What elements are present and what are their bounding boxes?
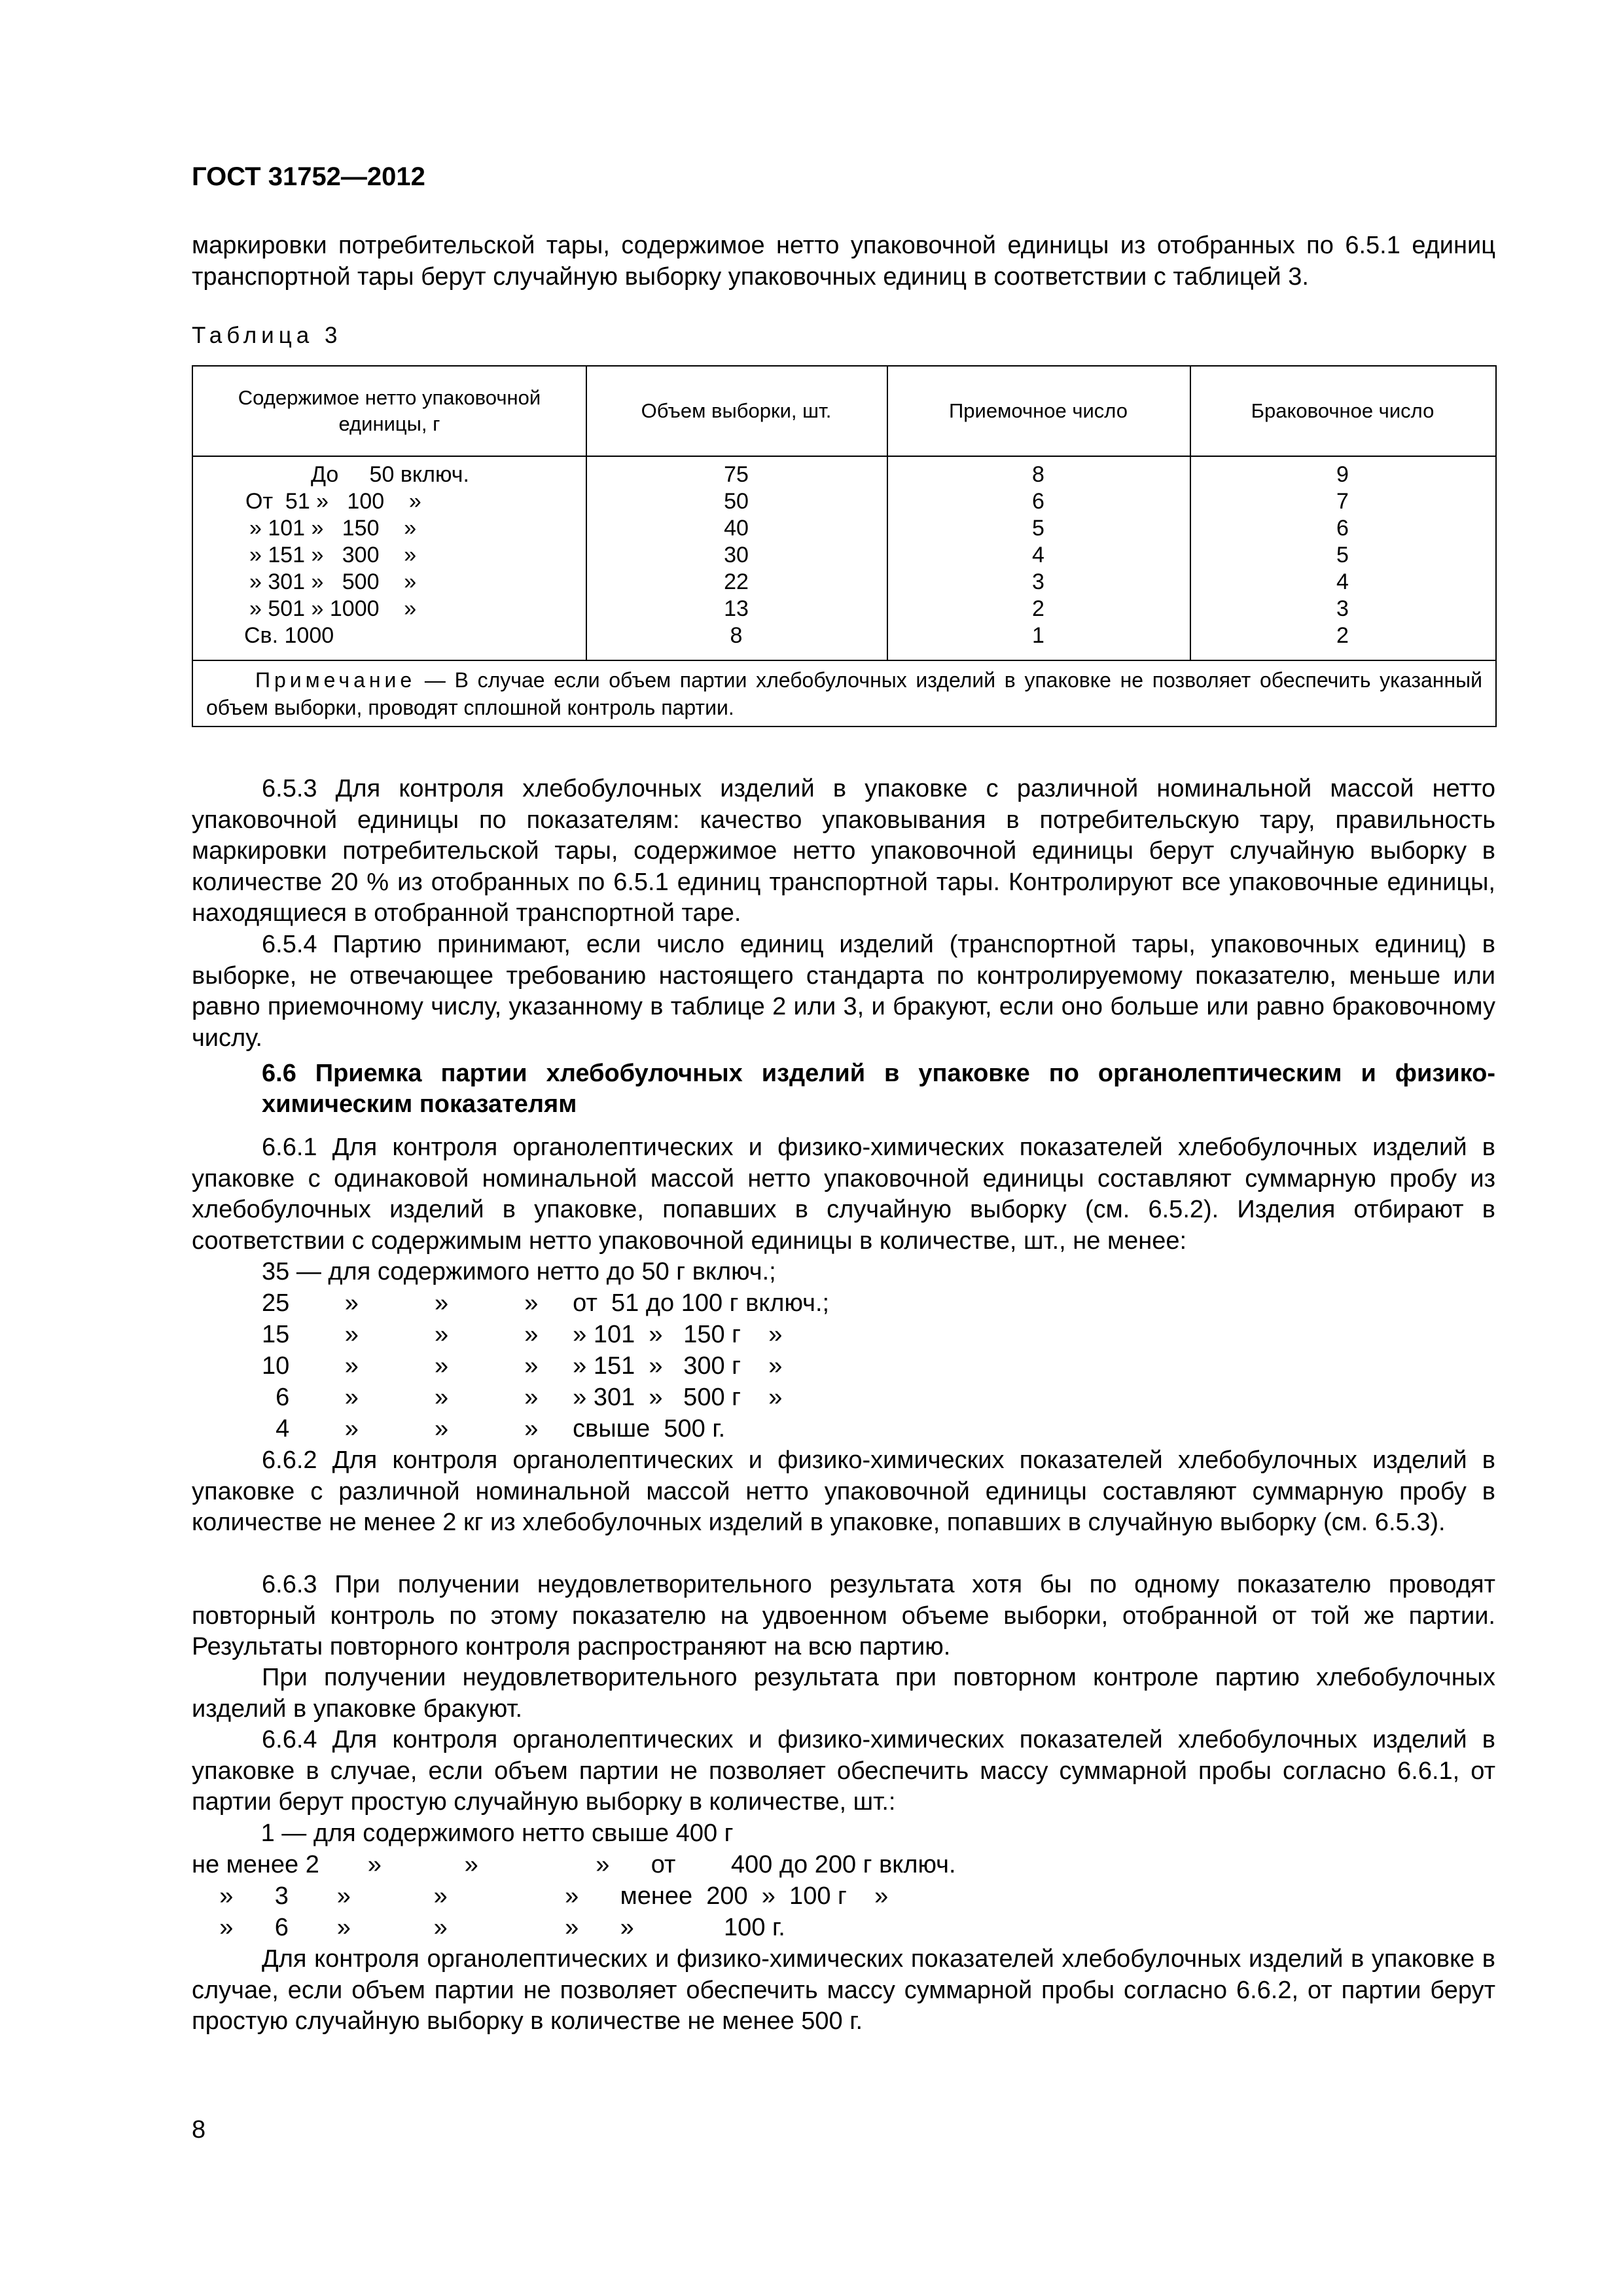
table-header-acceptance: Приемочное число [949,399,1128,422]
paragraph-6-6-3: 6.6.3 При получении неудовлетворительного результата хотя бы по одному показателю проводят повторный контроль по этому показателю на удвоенном объеме выборки, отобранной от той же партии. Результаты повторного контроля распространяют на всю партию. [192,1571,1495,1660]
paragraph-6-6-4-continued: Для контроля органолептических и физико-химических показателей хлебобулочных изделий в упаковке в случае, если объем партии не позволяет обеспечить массу суммарной пробы согласно 6.6.2, от партии берут простую случайную выборку в количестве не менее 500 г. [192,1945,1495,2035]
table-cell: 3 [1032,569,1044,594]
table-cell: До 50 включ. [311,462,469,487]
table-header-sample-size: Объем выборки, шт. [641,399,832,422]
intro-paragraph: маркировки потребительской тары, содержимое нетто упаковочной единицы из отобранных по 6.5.1 единиц транспортной тары берут случайную выборку упаковочных единиц в соответствии с таблицей 3. [192,232,1495,291]
table-cell: 5 [1336,543,1349,567]
table-cell: 3 [1336,596,1349,621]
paragraph-6-5-3: 6.5.3 Для контроля хлебобулочных изделий в упаковке с различной номинальной массой нетто упаковочной единицы по показателям: качество упаковывания в потребительскую тару, правильность маркировки потребительской тары, содержимое нетто упаковочной единицы берут случайную выборку в количестве 20 % из отобранных по 6.5.1 единиц транспортной тары. Контролируют все упаковочные единицы, находящиеся в отобранной транспортной таре. [192,775,1495,927]
table-cell: 6 [1336,516,1349,541]
paragraph-6-6-1: 6.6.1 Для контроля органолептических и физико-химических показателей хлебобулочных изделий в упаковке с одинаковой номинальной массой нетто упаковочной единицы составляют суммарную пробу из хлебобулочных изделий в упаковке, попавших в случайную выборку (см. 6.5.2). Изделия отбирают в соответствии с содержимым нетто упаковочной единицы в количестве, шт., не менее: [192,1134,1495,1255]
paragraph-6-6-3-continued: При получении неудовлетворительного результата при повторном контроле партию хлебобулочных изделий в упаковке бракуют. [192,1664,1495,1723]
table-cell: » 501 » 1000 » [249,596,417,621]
table-divider [193,456,1495,457]
table-column-acceptance [887,461,1190,649]
table-note-text: — В случае если объем партии хлебобулочных изделий в упаковке не позволяет обеспечить указанный объем выборки, проводят сплошной контроль партии. [206,668,1482,719]
table-cell: 13 [724,596,749,621]
table-cell: 2 [1336,623,1349,648]
table-cell: 9 [1336,462,1349,487]
list-item: » 6 » » » » 100 г. [192,1914,785,1941]
table-cell: 22 [724,569,749,594]
table-cell: 4 [1032,543,1044,567]
list-item: 6 » » » » 301 » 500 г » [262,1384,783,1411]
list-item: не менее 2 » » » от 400 до 200 г включ. [192,1851,956,1878]
table-cell: 8 [730,623,743,648]
list-item: 35 — для содержимого нетто до 50 г включ.; [262,1258,776,1285]
table-divider [193,660,1495,661]
table-cell: От 51 » 100 » [245,489,421,514]
page-number: 8 [192,2116,206,2144]
table-cell: » 151 » 300 » [249,543,417,567]
table-cell: 50 [724,489,749,514]
list-item: 4 » » » свыше 500 г. [262,1415,726,1443]
table-header-content: Содержимое нетто упаковочной единицы, г [238,386,541,435]
paragraph-6-6-4: 6.6.4 Для контроля органолептических и физико-химических показателей хлебобулочных изделий в упаковке в случае, если объем партии не позволяет обеспечить массу суммарной пробы согласно 6.6.1, от партии берут простую случайную выборку в количестве, шт.: [192,1726,1495,1816]
table-cell: 6 [1032,489,1044,514]
table-cell: 4 [1336,569,1349,594]
table-cell: » 101 » 150 » [249,516,417,541]
table-cell: 2 [1032,596,1044,621]
list-item: 1 — для содержимого нетто свыше 400 г [192,1820,734,1847]
table-cell: Св. 1000 [244,623,334,648]
standard-header: ГОСТ 31752—2012 [192,162,425,191]
table-column-sample-size [586,461,887,649]
table-cell: 75 [724,462,749,487]
table-cell: 5 [1032,516,1044,541]
paragraph-6-5-4: 6.5.4 Партию принимают, если число единиц изделий (транспортной тары, упаковочных единиц) в выборке, не отвечающее требованию настоящего стандарта по контролируемому показателю, меньше или равно приемочному числу, указанному в таблице 2 или 3, и бракуют, если оно больше или равно браковочному числу. [192,931,1495,1052]
list-item: 15 » » » » 101 » 150 г » [262,1321,783,1348]
table-cell: 30 [724,543,749,567]
list-item: 10 » » » » 151 » 300 г » [262,1352,783,1380]
paragraph-6-6-2: 6.6.2 Для контроля органолептических и физико-химических показателей хлебобулочных изделий в упаковке с различной номинальной массой нетто упаковочной единицы составляют суммарную пробу в количестве не менее 2 кг из хлебобулочных изделий в упаковке, попавших в случайную выборку (см. 6.5.3). [192,1446,1495,1536]
table-header-rejection: Браковочное число [1251,399,1435,422]
table-cell: 1 [1032,623,1044,648]
list-item: 25 » » » от 51 до 100 г включ.; [262,1289,830,1317]
table-note [206,666,1482,721]
table-3 [192,365,1497,727]
table-note-label: Примечание [255,668,416,692]
list-item: » 3 » » » менее 200 » 100 г » [192,1882,889,1910]
section-heading-6-6: 6.6 Приемка партии хлебобулочных изделий в упаковке по органолептическим и физико-химическим показателям [262,1060,1495,1118]
table-cell: 7 [1336,489,1349,514]
table-caption: Таблица 3 [192,323,342,348]
table-column-content [245,461,573,649]
table-cell: 40 [724,516,749,541]
table-cell: 8 [1032,462,1044,487]
table-column-rejection [1190,461,1495,649]
table-cell: » 301 » 500 » [249,569,417,594]
